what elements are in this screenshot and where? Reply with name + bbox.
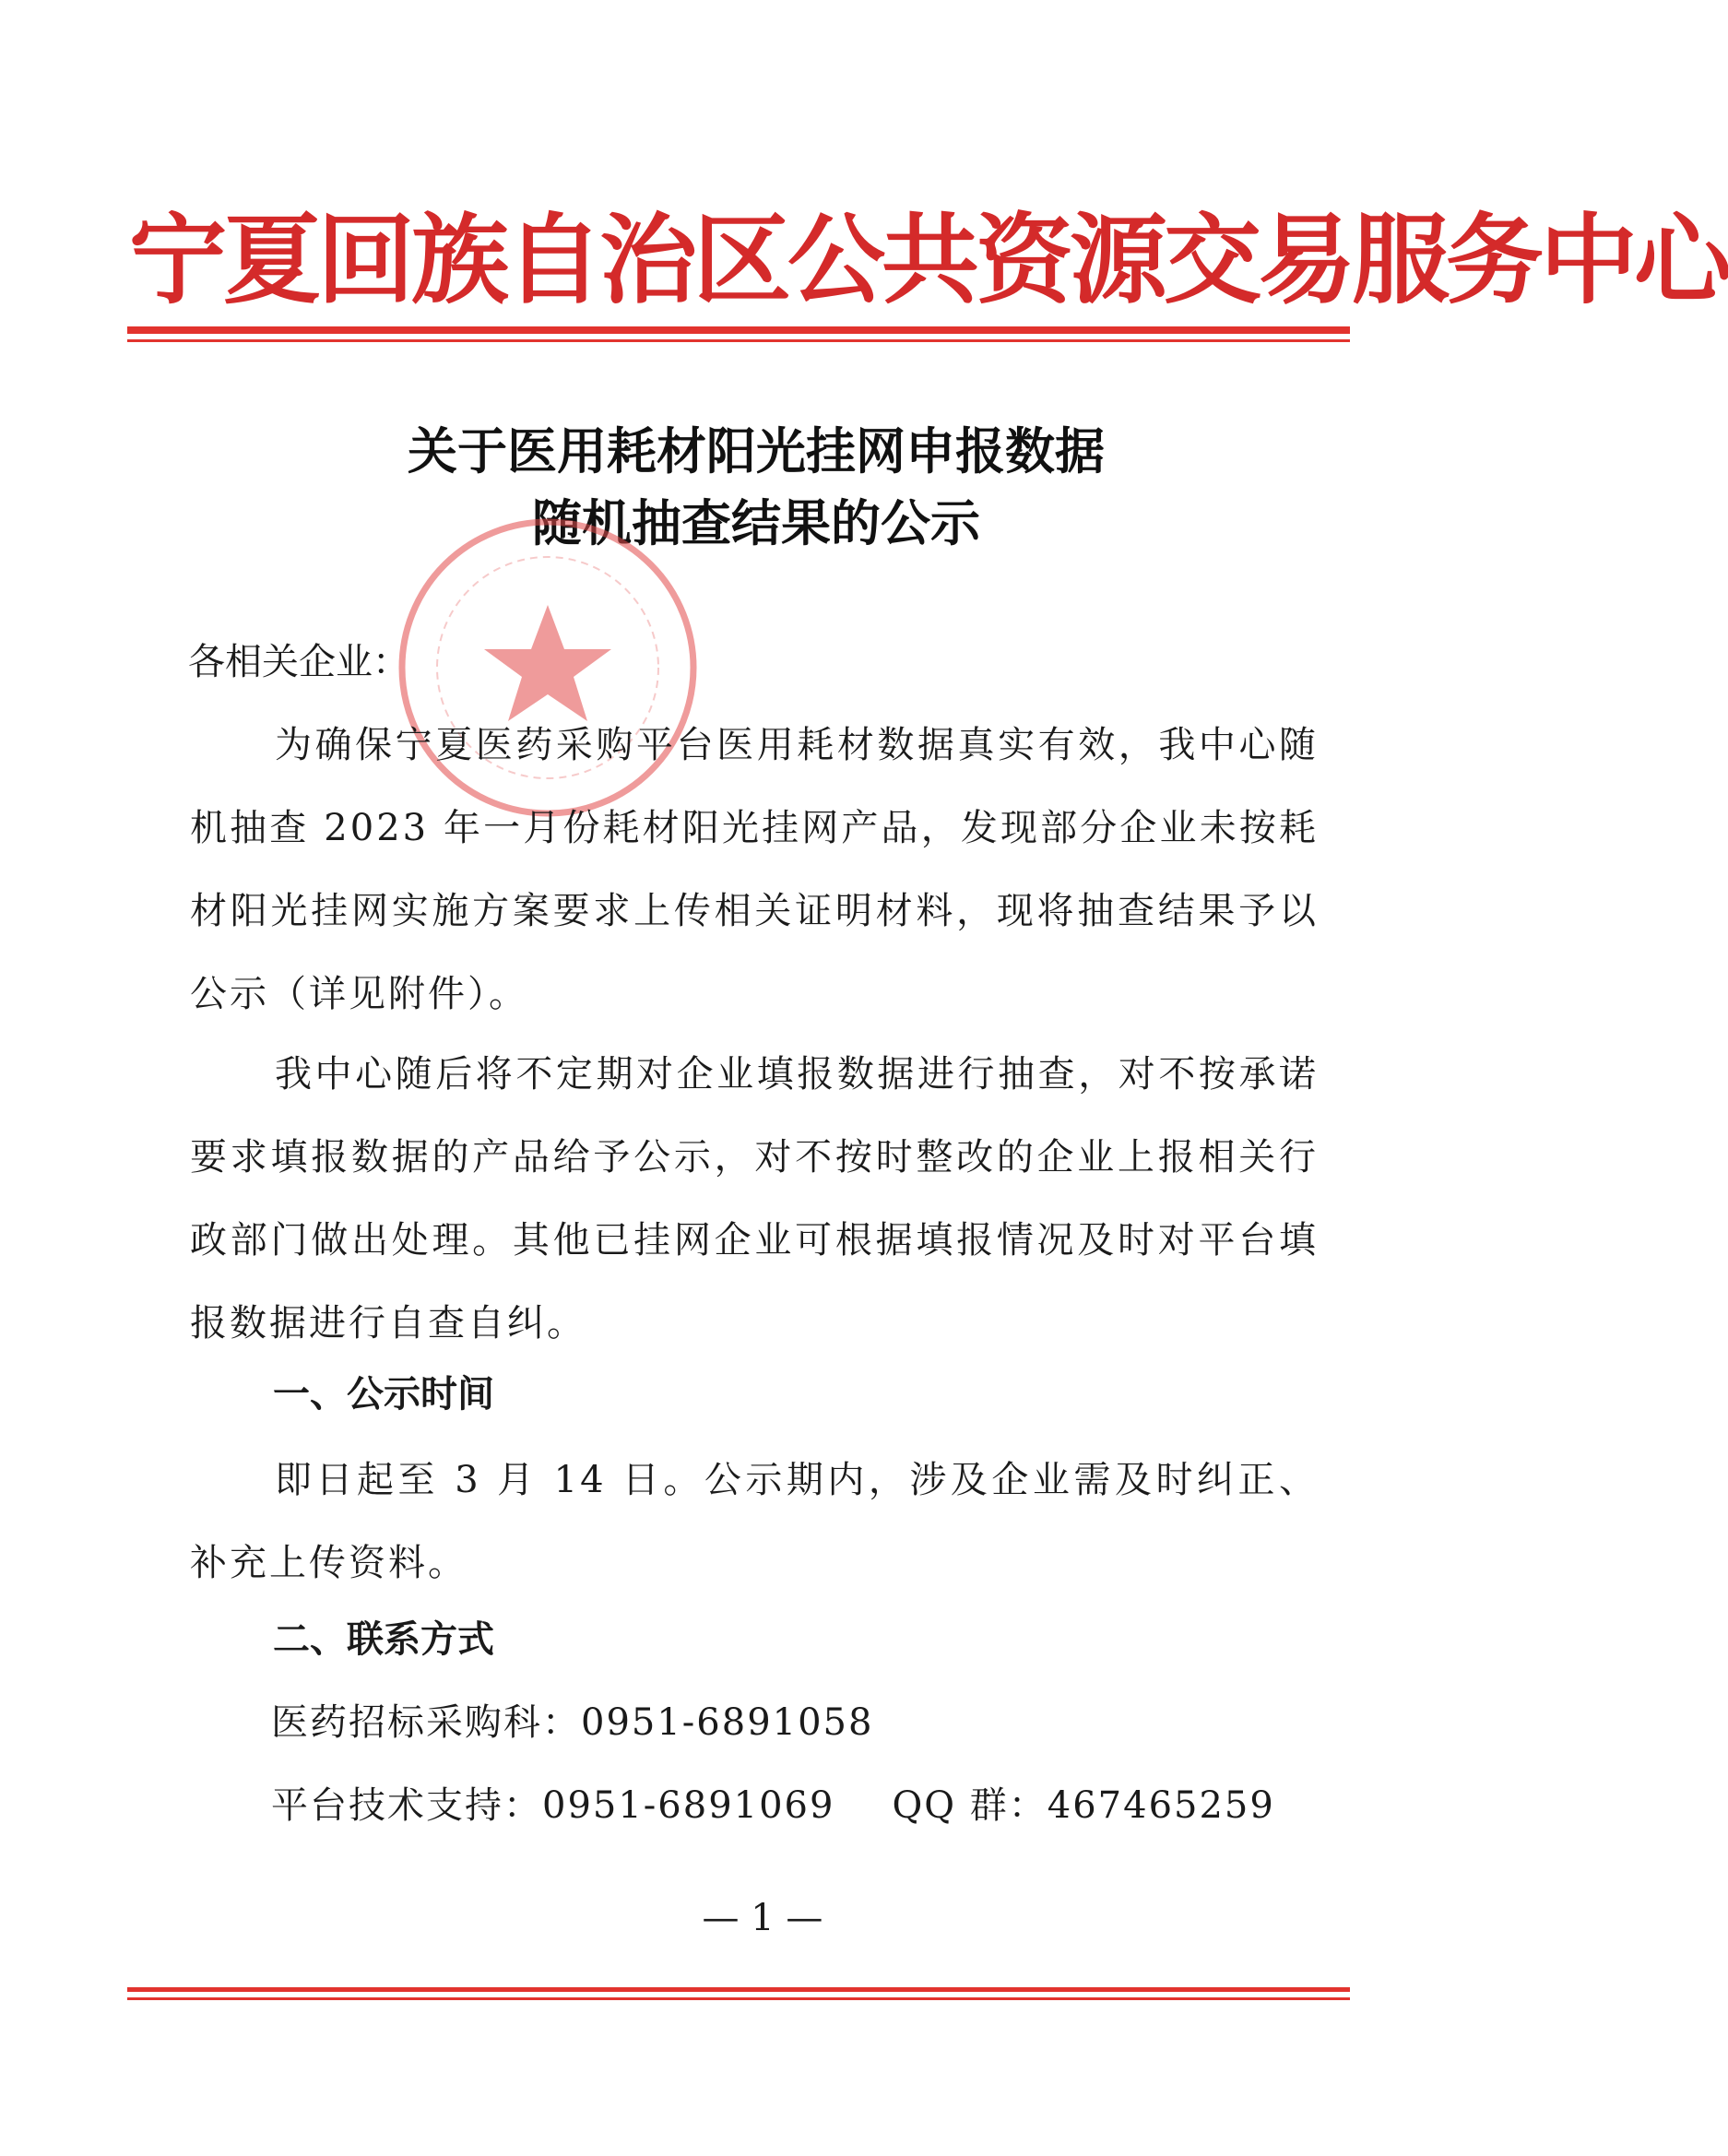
title-line-1: 关于医用耗材阳光挂网申报数据 [408,421,1105,480]
contact-qq-group: QQ 群：467465259 [892,1784,1275,1827]
footer-rule-thin [127,1997,1350,2000]
page-number: — 1 — [702,1897,823,1939]
document-title [129,415,1383,559]
header-rule-thin [127,339,1350,342]
body-paragraph-1: 为确保宁夏医药采购平台医用耗材数据真实有效，我中心随机抽查 2023 年一月份耗材阳光挂网产品，发现部分企业未按耗材阳光挂网实施方案要求上传相关证明材料，现将抽查结果予以公示（详见附件）。 [190,724,1319,1015]
header-rule-thick [127,326,1350,334]
contact-tech-support: 平台技术支持：0951-6891069 [271,1784,835,1827]
masthead-title: 宁夏回族自治区公共资源交易服务中心 [129,202,1728,317]
contact-procurement: 医药招标采购科：0951-6891058 [271,1701,874,1744]
section-heading-contact: 二、联系方式 [273,1618,494,1661]
salutation: 各相关企业： [188,641,409,683]
body-paragraph-2: 我中心随后将不定期对企业填报数据进行抽查，对不按承诺要求填报数据的产品给予公示，对不按时整改的企业上报相关行政部门做出处理。其他已挂网企业可根据填报情况及时对平台填报数据进行自查自纠。 [190,1053,1319,1345]
title-line-2: 随机抽查结果的公示 [532,493,980,552]
section-heading-publicity-period: 一、公示时间 [273,1373,494,1416]
footer-rule-thick [127,1987,1350,1992]
section-text-publicity-period: 即日起至 3 月 14 日。公示期内，涉及企业需及时纠正、补充上传资料。 [190,1459,1319,1584]
contact-line-2 [271,1778,1275,1833]
